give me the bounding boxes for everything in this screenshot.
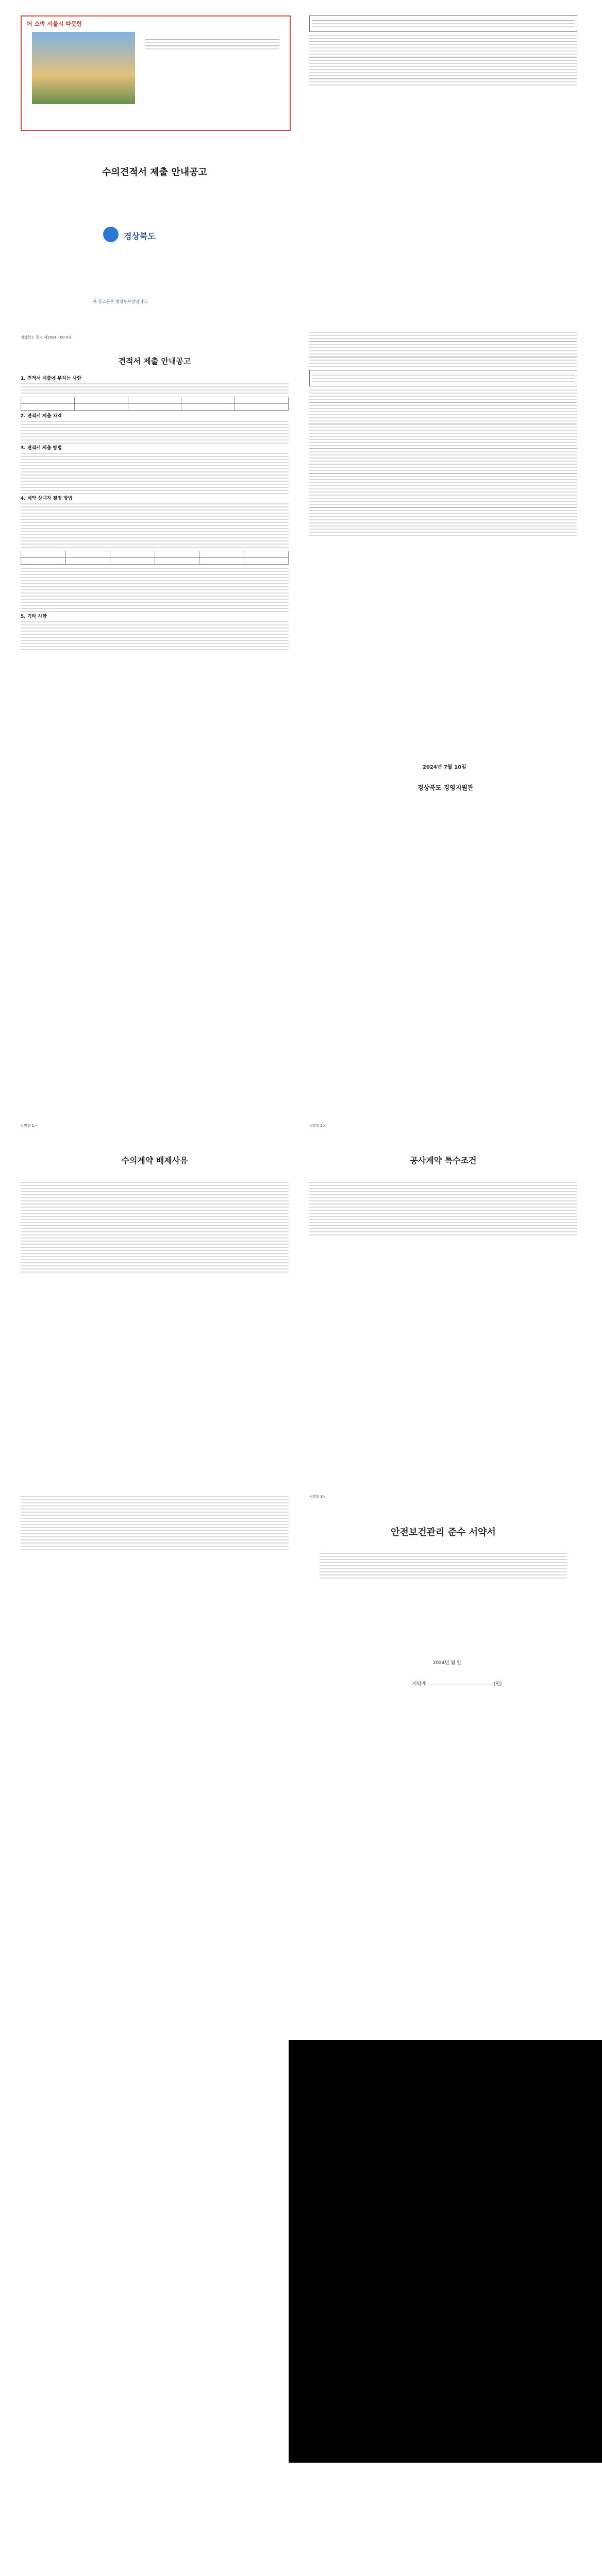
eval-table: [21, 551, 289, 565]
attachment-1-body: [21, 1180, 289, 1275]
notice-title: 수의견적서 제출 안내공고: [102, 167, 207, 178]
notice-signature: 경상북도 경영지원관: [417, 784, 474, 791]
attachment-page-2: [0, 1123, 602, 1783]
banner-slogan: 더 소박 서울시 따뜻함: [27, 21, 82, 27]
doc-number: 경상북도 공고 제2024 - 00-5호: [21, 335, 72, 340]
right-column-body: [309, 330, 577, 538]
attachment-3-seal: (인): [493, 1682, 502, 1687]
org-logo: [103, 227, 119, 242]
section-title: 견적서 제출 안내공고: [118, 357, 191, 366]
notice-page-1: [0, 0, 602, 845]
org-tagline: 본 공고문은 행정부부장입니다.: [93, 299, 149, 304]
attachment-3-title: 안전보건관리 준수 서약서: [391, 1527, 496, 1538]
section-5: 5. 기타 사항: [21, 614, 47, 619]
attachment-3-label: <별첨 3>: [309, 1495, 326, 1499]
attachment-2-title: 공사계약 특수조건: [410, 1156, 477, 1165]
org-name: 경상북도: [124, 231, 156, 241]
notice-date: 2024년 7월 10일: [423, 765, 466, 770]
price-table: [21, 397, 289, 411]
attachment-2-body: [309, 1180, 577, 1238]
attachment-3-sign-label: 서약자 :: [412, 1682, 429, 1687]
section-3: 3. 견적서 제출 방법: [21, 446, 62, 451]
attachment-1-body-2: [21, 1494, 289, 1552]
left-column-body: [21, 376, 289, 652]
section-4: 4. 계약 상대자 결정 방법: [21, 496, 73, 501]
scan-margin-block: [289, 2040, 602, 2463]
banner-photo: [32, 32, 135, 104]
right-column-intro: [309, 15, 577, 88]
attachment-3-signature-row: [412, 1680, 501, 1687]
section-2: 2. 견적서 제출 자격: [21, 414, 62, 419]
attachment-3-date: 2024년 월 일: [433, 1660, 461, 1666]
attachment-1-label: <별첨 1>: [21, 1124, 37, 1128]
attachment-1-title: 수의계약 배제사유: [121, 1156, 188, 1165]
header-banner: [21, 15, 291, 131]
section-1: 1. 견적서 제출에 부치는 사항: [21, 376, 81, 381]
attachment-3-body: [320, 1551, 567, 1581]
attachment-3-sign-field[interactable]: [430, 1680, 492, 1685]
attachment-2-label: <별첨 2>: [309, 1124, 326, 1128]
